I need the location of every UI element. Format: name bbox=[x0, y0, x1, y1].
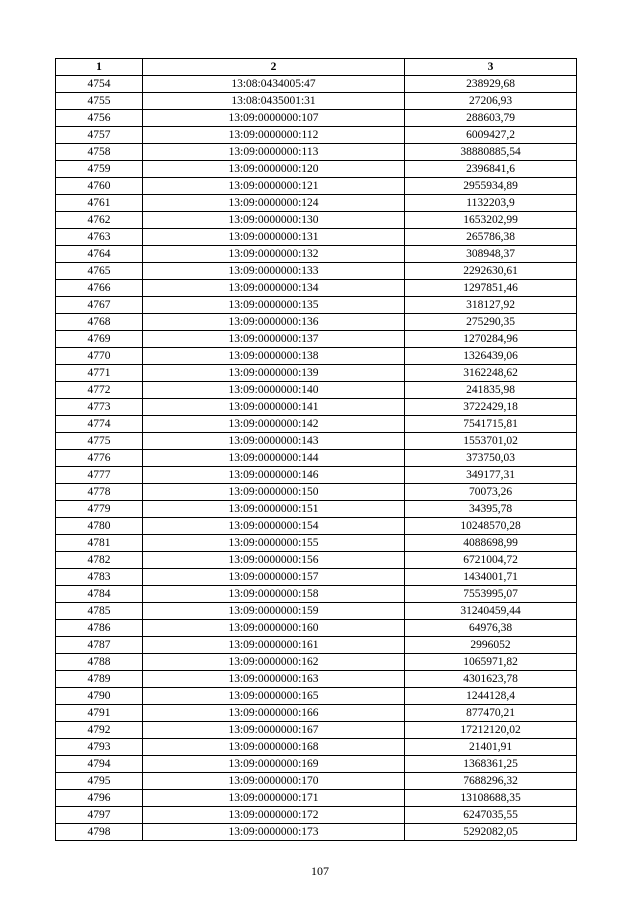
cadastral-number-cell: 13:09:0000000:137 bbox=[143, 331, 405, 348]
cadastral-number-cell: 13:09:0000000:132 bbox=[143, 246, 405, 263]
cadastral-number-cell: 13:09:0000000:158 bbox=[143, 586, 405, 603]
value-cell: 31240459,44 bbox=[405, 603, 577, 620]
row-number-cell: 4781 bbox=[56, 535, 143, 552]
cadastral-number-cell: 13:09:0000000:136 bbox=[143, 314, 405, 331]
table-row bbox=[56, 314, 577, 331]
row-number-cell: 4777 bbox=[56, 467, 143, 484]
cadastral-number-cell: 13:09:0000000:107 bbox=[143, 110, 405, 127]
table-header bbox=[56, 59, 577, 76]
table-row bbox=[56, 433, 577, 450]
table-row bbox=[56, 348, 577, 365]
cadastral-number-cell: 13:09:0000000:150 bbox=[143, 484, 405, 501]
cadastral-number-cell: 13:09:0000000:144 bbox=[143, 450, 405, 467]
cadastral-number-cell: 13:09:0000000:160 bbox=[143, 620, 405, 637]
cadastral-number-cell: 13:08:0434005:47 bbox=[143, 76, 405, 93]
row-number-cell: 4792 bbox=[56, 722, 143, 739]
table-row bbox=[56, 603, 577, 620]
row-number-cell: 4791 bbox=[56, 705, 143, 722]
row-number-cell: 4769 bbox=[56, 331, 143, 348]
row-number-cell: 4761 bbox=[56, 195, 143, 212]
row-number-cell: 4760 bbox=[56, 178, 143, 195]
row-number-cell: 4784 bbox=[56, 586, 143, 603]
cadastral-number-cell: 13:09:0000000:168 bbox=[143, 739, 405, 756]
row-number-cell: 4765 bbox=[56, 263, 143, 280]
cadastral-number-cell: 13:09:0000000:161 bbox=[143, 637, 405, 654]
table-row bbox=[56, 263, 577, 280]
value-cell: 2396841,6 bbox=[405, 161, 577, 178]
row-number-cell: 4785 bbox=[56, 603, 143, 620]
value-cell: 308948,37 bbox=[405, 246, 577, 263]
value-cell: 1434001,71 bbox=[405, 569, 577, 586]
cadastral-number-cell: 13:09:0000000:170 bbox=[143, 773, 405, 790]
row-number-cell: 4790 bbox=[56, 688, 143, 705]
cadastral-number-cell: 13:09:0000000:166 bbox=[143, 705, 405, 722]
table-row bbox=[56, 144, 577, 161]
value-cell: 5292082,05 bbox=[405, 824, 577, 841]
value-cell: 1553701,02 bbox=[405, 433, 577, 450]
cadastral-number-cell: 13:09:0000000:159 bbox=[143, 603, 405, 620]
cadastral-number-cell: 13:08:0435001:31 bbox=[143, 93, 405, 110]
value-cell: 17212120,02 bbox=[405, 722, 577, 739]
value-cell: 1270284,96 bbox=[405, 331, 577, 348]
value-cell: 3722429,18 bbox=[405, 399, 577, 416]
table-row bbox=[56, 484, 577, 501]
cadastral-number-cell: 13:09:0000000:163 bbox=[143, 671, 405, 688]
cadastral-number-cell: 13:09:0000000:167 bbox=[143, 722, 405, 739]
value-cell: 10248570,28 bbox=[405, 518, 577, 535]
table-row bbox=[56, 212, 577, 229]
cadastral-number-cell: 13:09:0000000:140 bbox=[143, 382, 405, 399]
cadastral-number-cell: 13:09:0000000:130 bbox=[143, 212, 405, 229]
table-row bbox=[56, 739, 577, 756]
table-row bbox=[56, 76, 577, 93]
table-row bbox=[56, 586, 577, 603]
row-number-cell: 4754 bbox=[56, 76, 143, 93]
cadastral-number-cell: 13:09:0000000:156 bbox=[143, 552, 405, 569]
value-cell: 7688296,32 bbox=[405, 773, 577, 790]
row-number-cell: 4767 bbox=[56, 297, 143, 314]
value-cell: 27206,93 bbox=[405, 93, 577, 110]
cadastral-number-cell: 13:09:0000000:171 bbox=[143, 790, 405, 807]
value-cell: 34395,78 bbox=[405, 501, 577, 518]
value-cell: 6247035,55 bbox=[405, 807, 577, 824]
table-row bbox=[56, 824, 577, 841]
row-number-cell: 4755 bbox=[56, 93, 143, 110]
table-row bbox=[56, 127, 577, 144]
table-row bbox=[56, 365, 577, 382]
value-cell: 6009427,2 bbox=[405, 127, 577, 144]
row-number-cell: 4797 bbox=[56, 807, 143, 824]
table-row bbox=[56, 450, 577, 467]
row-number-cell: 4782 bbox=[56, 552, 143, 569]
cadastral-number-cell: 13:09:0000000:139 bbox=[143, 365, 405, 382]
value-cell: 877470,21 bbox=[405, 705, 577, 722]
data-table bbox=[55, 58, 577, 841]
table-row bbox=[56, 518, 577, 535]
row-number-cell: 4766 bbox=[56, 280, 143, 297]
row-number-cell: 4759 bbox=[56, 161, 143, 178]
value-cell: 1653202,99 bbox=[405, 212, 577, 229]
value-cell: 1297851,46 bbox=[405, 280, 577, 297]
cadastral-number-cell: 13:09:0000000:165 bbox=[143, 688, 405, 705]
value-cell: 4088698,99 bbox=[405, 535, 577, 552]
table-row bbox=[56, 331, 577, 348]
row-number-cell: 4773 bbox=[56, 399, 143, 416]
value-cell: 21401,91 bbox=[405, 739, 577, 756]
cadastral-number-cell: 13:09:0000000:134 bbox=[143, 280, 405, 297]
cadastral-number-cell: 13:09:0000000:124 bbox=[143, 195, 405, 212]
row-number-cell: 4778 bbox=[56, 484, 143, 501]
table-row bbox=[56, 110, 577, 127]
cadastral-number-cell: 13:09:0000000:155 bbox=[143, 535, 405, 552]
column-header-3: 3 bbox=[405, 59, 577, 76]
value-cell: 2955934,89 bbox=[405, 178, 577, 195]
value-cell: 265786,38 bbox=[405, 229, 577, 246]
cadastral-number-cell: 13:09:0000000:135 bbox=[143, 297, 405, 314]
table-row bbox=[56, 790, 577, 807]
cadastral-number-cell: 13:09:0000000:172 bbox=[143, 807, 405, 824]
value-cell: 70073,26 bbox=[405, 484, 577, 501]
cadastral-number-cell: 13:09:0000000:120 bbox=[143, 161, 405, 178]
value-cell: 1244128,4 bbox=[405, 688, 577, 705]
row-number-cell: 4772 bbox=[56, 382, 143, 399]
table-row bbox=[56, 569, 577, 586]
table-row bbox=[56, 246, 577, 263]
value-cell: 64976,38 bbox=[405, 620, 577, 637]
value-cell: 4301623,78 bbox=[405, 671, 577, 688]
row-number-cell: 4775 bbox=[56, 433, 143, 450]
value-cell: 318127,92 bbox=[405, 297, 577, 314]
value-cell: 288603,79 bbox=[405, 110, 577, 127]
value-cell: 238929,68 bbox=[405, 76, 577, 93]
row-number-cell: 4787 bbox=[56, 637, 143, 654]
value-cell: 1326439,06 bbox=[405, 348, 577, 365]
row-number-cell: 4776 bbox=[56, 450, 143, 467]
cadastral-number-cell: 13:09:0000000:157 bbox=[143, 569, 405, 586]
table-row bbox=[56, 161, 577, 178]
value-cell: 349177,31 bbox=[405, 467, 577, 484]
table-row bbox=[56, 552, 577, 569]
row-number-cell: 4779 bbox=[56, 501, 143, 518]
cadastral-number-cell: 13:09:0000000:138 bbox=[143, 348, 405, 365]
table-row bbox=[56, 178, 577, 195]
page-number: 107 bbox=[311, 864, 329, 878]
table-row bbox=[56, 637, 577, 654]
table-row bbox=[56, 705, 577, 722]
cadastral-number-cell: 13:09:0000000:162 bbox=[143, 654, 405, 671]
row-number-cell: 4771 bbox=[56, 365, 143, 382]
cadastral-number-cell: 13:09:0000000:131 bbox=[143, 229, 405, 246]
row-number-cell: 4770 bbox=[56, 348, 143, 365]
table-row bbox=[56, 93, 577, 110]
cadastral-number-cell: 13:09:0000000:141 bbox=[143, 399, 405, 416]
cadastral-number-cell: 13:09:0000000:143 bbox=[143, 433, 405, 450]
value-cell: 1368361,25 bbox=[405, 756, 577, 773]
cadastral-number-cell: 13:09:0000000:169 bbox=[143, 756, 405, 773]
value-cell: 241835,98 bbox=[405, 382, 577, 399]
value-cell: 38880885,54 bbox=[405, 144, 577, 161]
value-cell: 3162248,62 bbox=[405, 365, 577, 382]
value-cell: 373750,03 bbox=[405, 450, 577, 467]
value-cell: 1065971,82 bbox=[405, 654, 577, 671]
row-number-cell: 4793 bbox=[56, 739, 143, 756]
cadastral-number-cell: 13:09:0000000:113 bbox=[143, 144, 405, 161]
table-row bbox=[56, 467, 577, 484]
row-number-cell: 4796 bbox=[56, 790, 143, 807]
row-number-cell: 4798 bbox=[56, 824, 143, 841]
value-cell: 7541715,81 bbox=[405, 416, 577, 433]
cadastral-number-cell: 13:09:0000000:142 bbox=[143, 416, 405, 433]
header-row bbox=[56, 59, 577, 76]
table-row bbox=[56, 195, 577, 212]
cadastral-number-cell: 13:09:0000000:151 bbox=[143, 501, 405, 518]
row-number-cell: 4780 bbox=[56, 518, 143, 535]
row-number-cell: 4788 bbox=[56, 654, 143, 671]
value-cell: 13108688,35 bbox=[405, 790, 577, 807]
row-number-cell: 4756 bbox=[56, 110, 143, 127]
table-row bbox=[56, 688, 577, 705]
value-cell: 275290,35 bbox=[405, 314, 577, 331]
value-cell: 6721004,72 bbox=[405, 552, 577, 569]
row-number-cell: 4763 bbox=[56, 229, 143, 246]
cadastral-number-cell: 13:09:0000000:133 bbox=[143, 263, 405, 280]
cadastral-number-cell: 13:09:0000000:154 bbox=[143, 518, 405, 535]
table-row bbox=[56, 399, 577, 416]
row-number-cell: 4795 bbox=[56, 773, 143, 790]
row-number-cell: 4768 bbox=[56, 314, 143, 331]
table-row bbox=[56, 773, 577, 790]
value-cell: 2292630,61 bbox=[405, 263, 577, 280]
column-header-2: 2 bbox=[143, 59, 405, 76]
row-number-cell: 4789 bbox=[56, 671, 143, 688]
table-body bbox=[56, 76, 577, 841]
table-row bbox=[56, 671, 577, 688]
table-row bbox=[56, 382, 577, 399]
cadastral-number-cell: 13:09:0000000:112 bbox=[143, 127, 405, 144]
table-row bbox=[56, 280, 577, 297]
row-number-cell: 4764 bbox=[56, 246, 143, 263]
table-row bbox=[56, 654, 577, 671]
table-row bbox=[56, 535, 577, 552]
row-number-cell: 4794 bbox=[56, 756, 143, 773]
table-row bbox=[56, 229, 577, 246]
row-number-cell: 4783 bbox=[56, 569, 143, 586]
cadastral-number-cell: 13:09:0000000:121 bbox=[143, 178, 405, 195]
table-row bbox=[56, 807, 577, 824]
table-row bbox=[56, 297, 577, 314]
table-row bbox=[56, 620, 577, 637]
table-row bbox=[56, 756, 577, 773]
value-cell: 7553995,07 bbox=[405, 586, 577, 603]
column-header-1: 1 bbox=[56, 59, 143, 76]
row-number-cell: 4762 bbox=[56, 212, 143, 229]
table-row bbox=[56, 416, 577, 433]
value-cell: 1132203,9 bbox=[405, 195, 577, 212]
cadastral-number-cell: 13:09:0000000:173 bbox=[143, 824, 405, 841]
value-cell: 2996052 bbox=[405, 637, 577, 654]
row-number-cell: 4758 bbox=[56, 144, 143, 161]
table-row bbox=[56, 722, 577, 739]
cadastral-number-cell: 13:09:0000000:146 bbox=[143, 467, 405, 484]
row-number-cell: 4757 bbox=[56, 127, 143, 144]
row-number-cell: 4774 bbox=[56, 416, 143, 433]
table-row bbox=[56, 501, 577, 518]
row-number-cell: 4786 bbox=[56, 620, 143, 637]
